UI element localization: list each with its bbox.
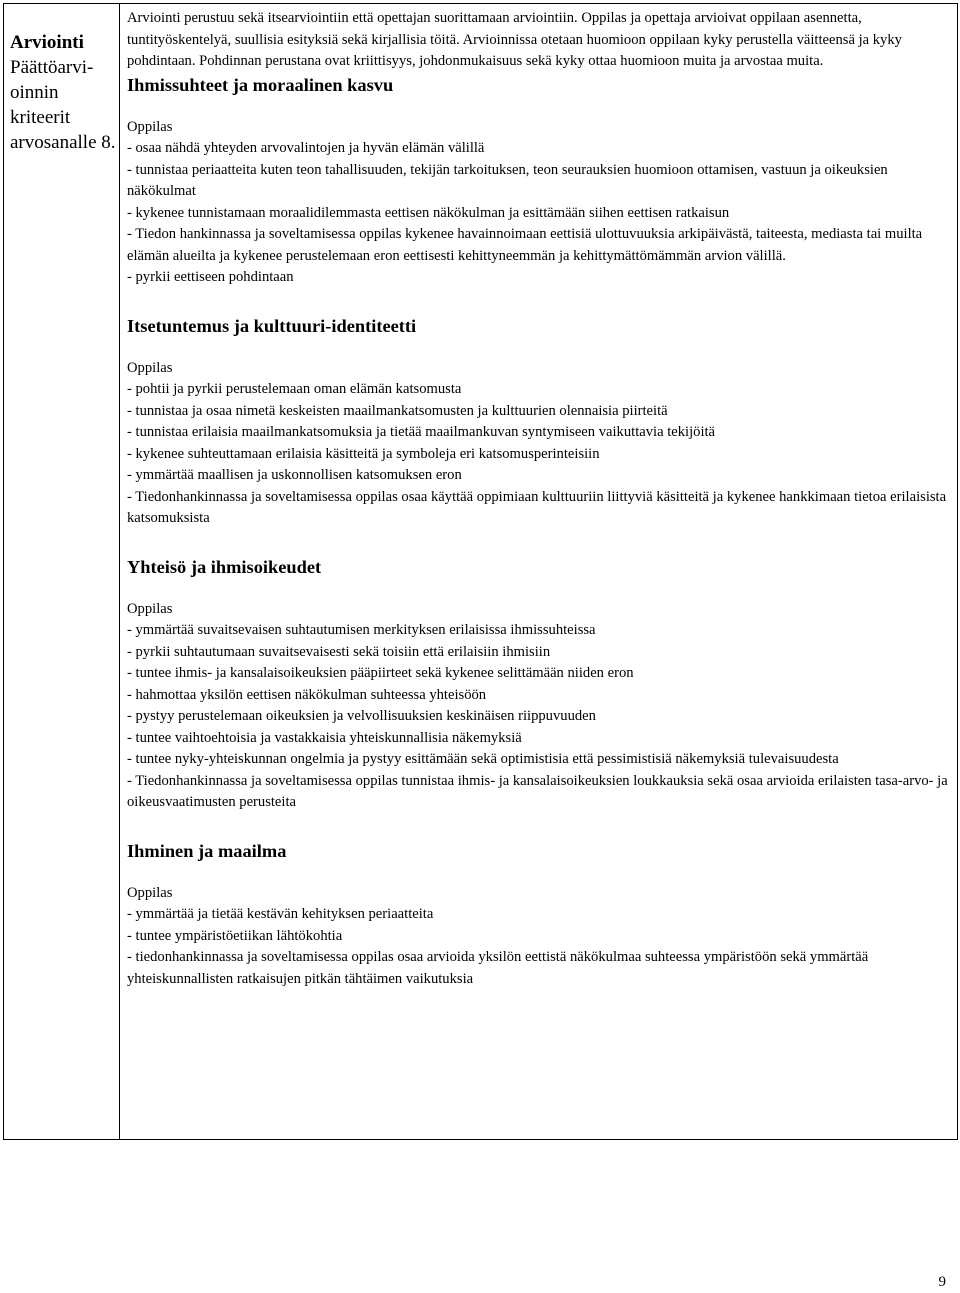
list-item: - Tiedonhankinnassa ja soveltamisessa oppilas osaa käyttää oppimiaan kulttuuriin liittyviä käsitteitä ja kykenee hankkimaan tietoa erilaisista katsomuksista bbox=[127, 488, 947, 526]
section-heading: Ihmissuhteet ja moraalinen kasvu bbox=[127, 74, 394, 95]
section-lead: Oppilas bbox=[127, 884, 173, 901]
right-column bbox=[127, 8, 952, 1015]
left-title: Arviointi bbox=[10, 32, 84, 53]
section-ihmissuhteet bbox=[127, 73, 952, 289]
list-item: - Tiedonhankinnassa ja soveltamisessa oppilas tunnistaa ihmis- ja kansalaisoikeuksien loukkauksia sekä osaa arvioida erilaisten tasa-arvo- ja oikeusvaatimusten perusteita bbox=[127, 772, 948, 810]
list-item: - Tiedon hankinnassa ja soveltamisessa oppilas kykenee havainnoimaan eettisiä ulottuvuuksia arkipäivästä, taiteesta, mediasta tai muilta elämän alueilta ja kykenee perustelemaan eron eettisesti kehittyneemmän ja kehittymättömämmän arvion välillä. bbox=[127, 226, 923, 264]
page-number: 9 bbox=[938, 1274, 946, 1290]
list-item: - pyrkii eettiseen pohdintaan bbox=[127, 269, 294, 285]
list-item: - tuntee ihmis- ja kansalaisoikeuksien pääpiirteet sekä kykenee selittämään niiden eron bbox=[127, 665, 634, 681]
list-item: - tuntee ympäristöetiikan lähtökohtia bbox=[127, 927, 343, 944]
list-item: - kykenee tunnistamaan moraalidilemmasta eettisen näkökulman ja esittämään siihen eettisen ratkaisun bbox=[127, 204, 730, 221]
list-item: - pystyy perustelemaan oikeuksien ja velvollisuuksien keskinäisen riippuvuuden bbox=[127, 708, 596, 724]
list-item: - osaa nähdä yhteyden arvovalintojen ja hyvän elämän välillä bbox=[127, 140, 485, 156]
list-item: - tunnistaa erilaisia maailmankatsomuksia ja tietää maailmankuvan syntymiseen vaikuttavia tekijöitä bbox=[127, 424, 716, 440]
intro-paragraph: Arviointi perustuu sekä itsearviointiin että opettajan suorittamaan arviointiin. Oppilas ja opettaja arvioivat oppilaan asennetta, tuntityöskentelyä, suullisia esityksiä sekä kirjallisia töitä. Arvioinnissa otetaan huomioon oppilaan kyky perustella väitteensä ja kyky pohdintaan. Pohdinnan perustana ovat kriittisyys, johdonmukaisuus sekä kyky ottaa huomioon muita ja arvostaa muita. bbox=[127, 10, 902, 69]
section-lead: Oppilas bbox=[127, 118, 173, 135]
section-heading: Yhteisö ja ihmisoikeudet bbox=[127, 556, 322, 577]
list-item: - ymmärtää ja tietää kestävän kehityksen periaatteita bbox=[127, 906, 434, 922]
list-item: - tiedonhankinnassa ja soveltamisessa oppilas osaa arvioida yksilön eettistä näkökulmaa suhteessa ympäristöön sekä ymmärtää yhteiskunnallisten ratkaisujen pitkän tähtäimen vaikutuksia bbox=[127, 949, 869, 987]
section-heading: Ihminen ja maailma bbox=[127, 840, 287, 861]
column-divider bbox=[119, 4, 120, 1139]
list-item: - pohtii ja pyrkii perustelemaan oman elämän katsomusta bbox=[127, 381, 462, 397]
list-item: - tunnistaa periaatteita kuten teon tahallisuuden, tekijän tarkoituksen, teon seurauksien huomioon ottamisen, vastuun ja oikeuksien näkökulmat bbox=[127, 161, 888, 199]
list-item: - ymmärtää maallisen ja uskonnollisen katsomuksen eron bbox=[127, 467, 462, 483]
list-item: - kykenee suhteuttamaan erilaisia käsitteitä ja symboleja eri katsomusperinteisiin bbox=[127, 445, 600, 462]
left-column bbox=[10, 30, 118, 155]
list-item: - pyrkii suhtautumaan suvaitsevaisesti sekä toisiin että erilaisiin ihmisiin bbox=[127, 643, 551, 660]
assessment-table bbox=[3, 3, 958, 1140]
list-item: - tuntee nyky-yhteiskunnan ongelmia ja pystyy esittämään sekä optimistisia että pessimistisiä näkemyksiä tulevaisuudesta bbox=[127, 751, 839, 767]
section-lead: Oppilas bbox=[127, 359, 173, 376]
section-ihminen-ja-maailma bbox=[127, 839, 952, 991]
left-subtitle: Päättöarvi-oinnin kriteerit arvosanalle 8. bbox=[10, 57, 116, 153]
list-item: - tunnistaa ja osaa nimetä keskeisten maailmankatsomusten ja kulttuurien olennaisia piirteitä bbox=[127, 402, 668, 419]
section-itsetuntemus bbox=[127, 314, 952, 530]
list-item: - tuntee vaihtoehtoisia ja vastakkaisia yhteiskunnallisia näkemyksiä bbox=[127, 729, 522, 746]
section-heading: Itsetuntemus ja kulttuuri-identiteetti bbox=[127, 315, 417, 336]
section-yhteiso bbox=[127, 555, 952, 814]
list-item: - ymmärtää suvaitsevaisen suhtautumisen merkityksen erilaisissa ihmissuhteissa bbox=[127, 622, 596, 638]
list-item: - hahmottaa yksilön eettisen näkökulman suhteessa yhteisöön bbox=[127, 686, 487, 703]
section-lead: Oppilas bbox=[127, 600, 173, 617]
